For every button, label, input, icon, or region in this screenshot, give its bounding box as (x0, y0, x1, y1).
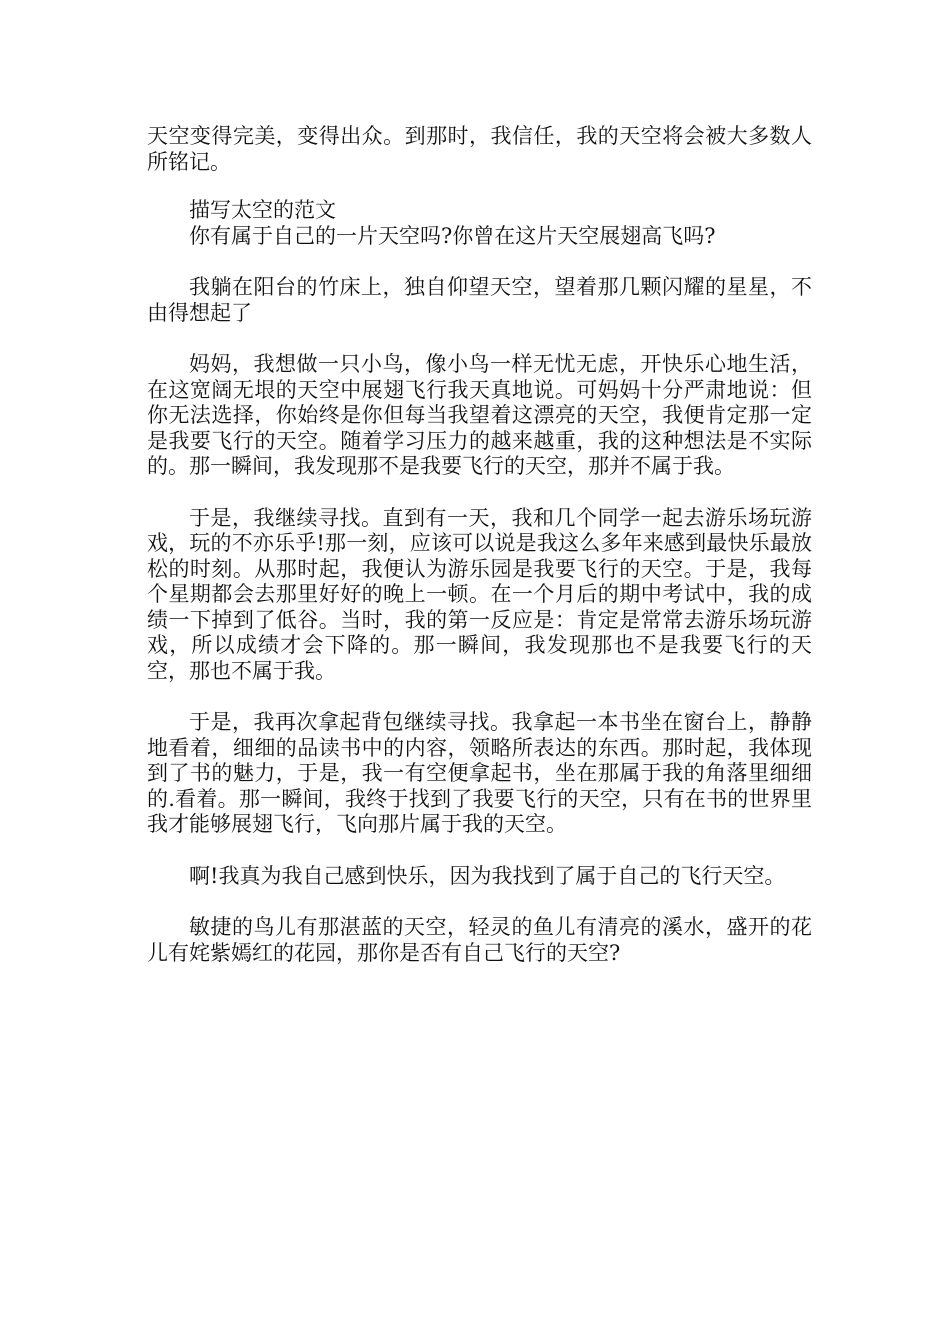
continuation-paragraph: 天空变得完美，变得出众。到那时，我信任，我的天空将会被大多数人所铭记。 (147, 124, 812, 174)
spacer (147, 175, 812, 198)
spacer (147, 480, 812, 506)
document-body (147, 124, 812, 966)
paragraph-5: 啊!我真为我自己感到快乐，因为我找到了属于自己的飞行天空。 (189, 863, 786, 888)
spacer (147, 889, 812, 915)
paragraph-3: 于是，我继续寻找。直到有一天，我和几个同学一起去游乐场玩游戏，玩的不亦乐乎!那一刻，应该可以说是我这么多年来感到最快乐最放松的时刻。从那时起，我便认为游乐园是我要飞行的天空。于是，我每个星期都会去那里好好的晚上一顿。在一个月后的期中考试中，我的成绩一下掉到了低谷。当时，我的第一反应是：肯定是常常去游乐场玩游戏，所以成绩才会下降的。那一瞬间，我发现那也不是我要飞行的天空，那也不属于我。 (147, 505, 812, 683)
paragraph-6: 敏捷的鸟儿有那湛蓝的天空，轻灵的鱼儿有清亮的溪水，盛开的花儿有姹紫嫣红的花园，那你是否有自己飞行的天空? (147, 915, 812, 965)
paragraph-2: 妈妈，我想做一只小鸟，像小鸟一样无忧无虑，开快乐心地生活，在这宽阔无垠的天空中展翅飞行我天真地说。可妈妈十分严肃地说：但你无法选择，你始终是你但每当我望着这漂亮的天空，我便肯定那一定是我要飞行的天空。随着学习压力的越来越重，我的这种想法是不实际的。那一瞬间，我发现那不是我要飞行的天空，那并不属于我。 (147, 352, 812, 478)
paragraph-intro: 你有属于自己的一片天空吗?你曾在这片天空展翅高飞吗? (189, 223, 716, 248)
spacer (147, 684, 812, 710)
paragraph-4: 于是，我再次拿起背包继续寻找。我拿起一本书坐在窗台上，静静地看着，细细的品读书中的内容，领略所表达的东西。那时起，我体现到了书的魅力，于是，我一有空便拿起书，坐在那属于我的角落里细细的.看着。那一瞬间，我终于找到了我要飞行的天空，只有在书的世界里我才能够展翅飞行，飞向那片属于我的天空。 (147, 710, 812, 836)
spacer (147, 326, 812, 352)
section-title: 描写太空的范文 (189, 198, 336, 222)
spacer (147, 838, 812, 864)
spacer (147, 249, 812, 275)
paragraph-1: 我躺在阳台的竹床上，独自仰望天空，望着那几颗闪耀的星星，不由得想起了 (147, 275, 812, 325)
